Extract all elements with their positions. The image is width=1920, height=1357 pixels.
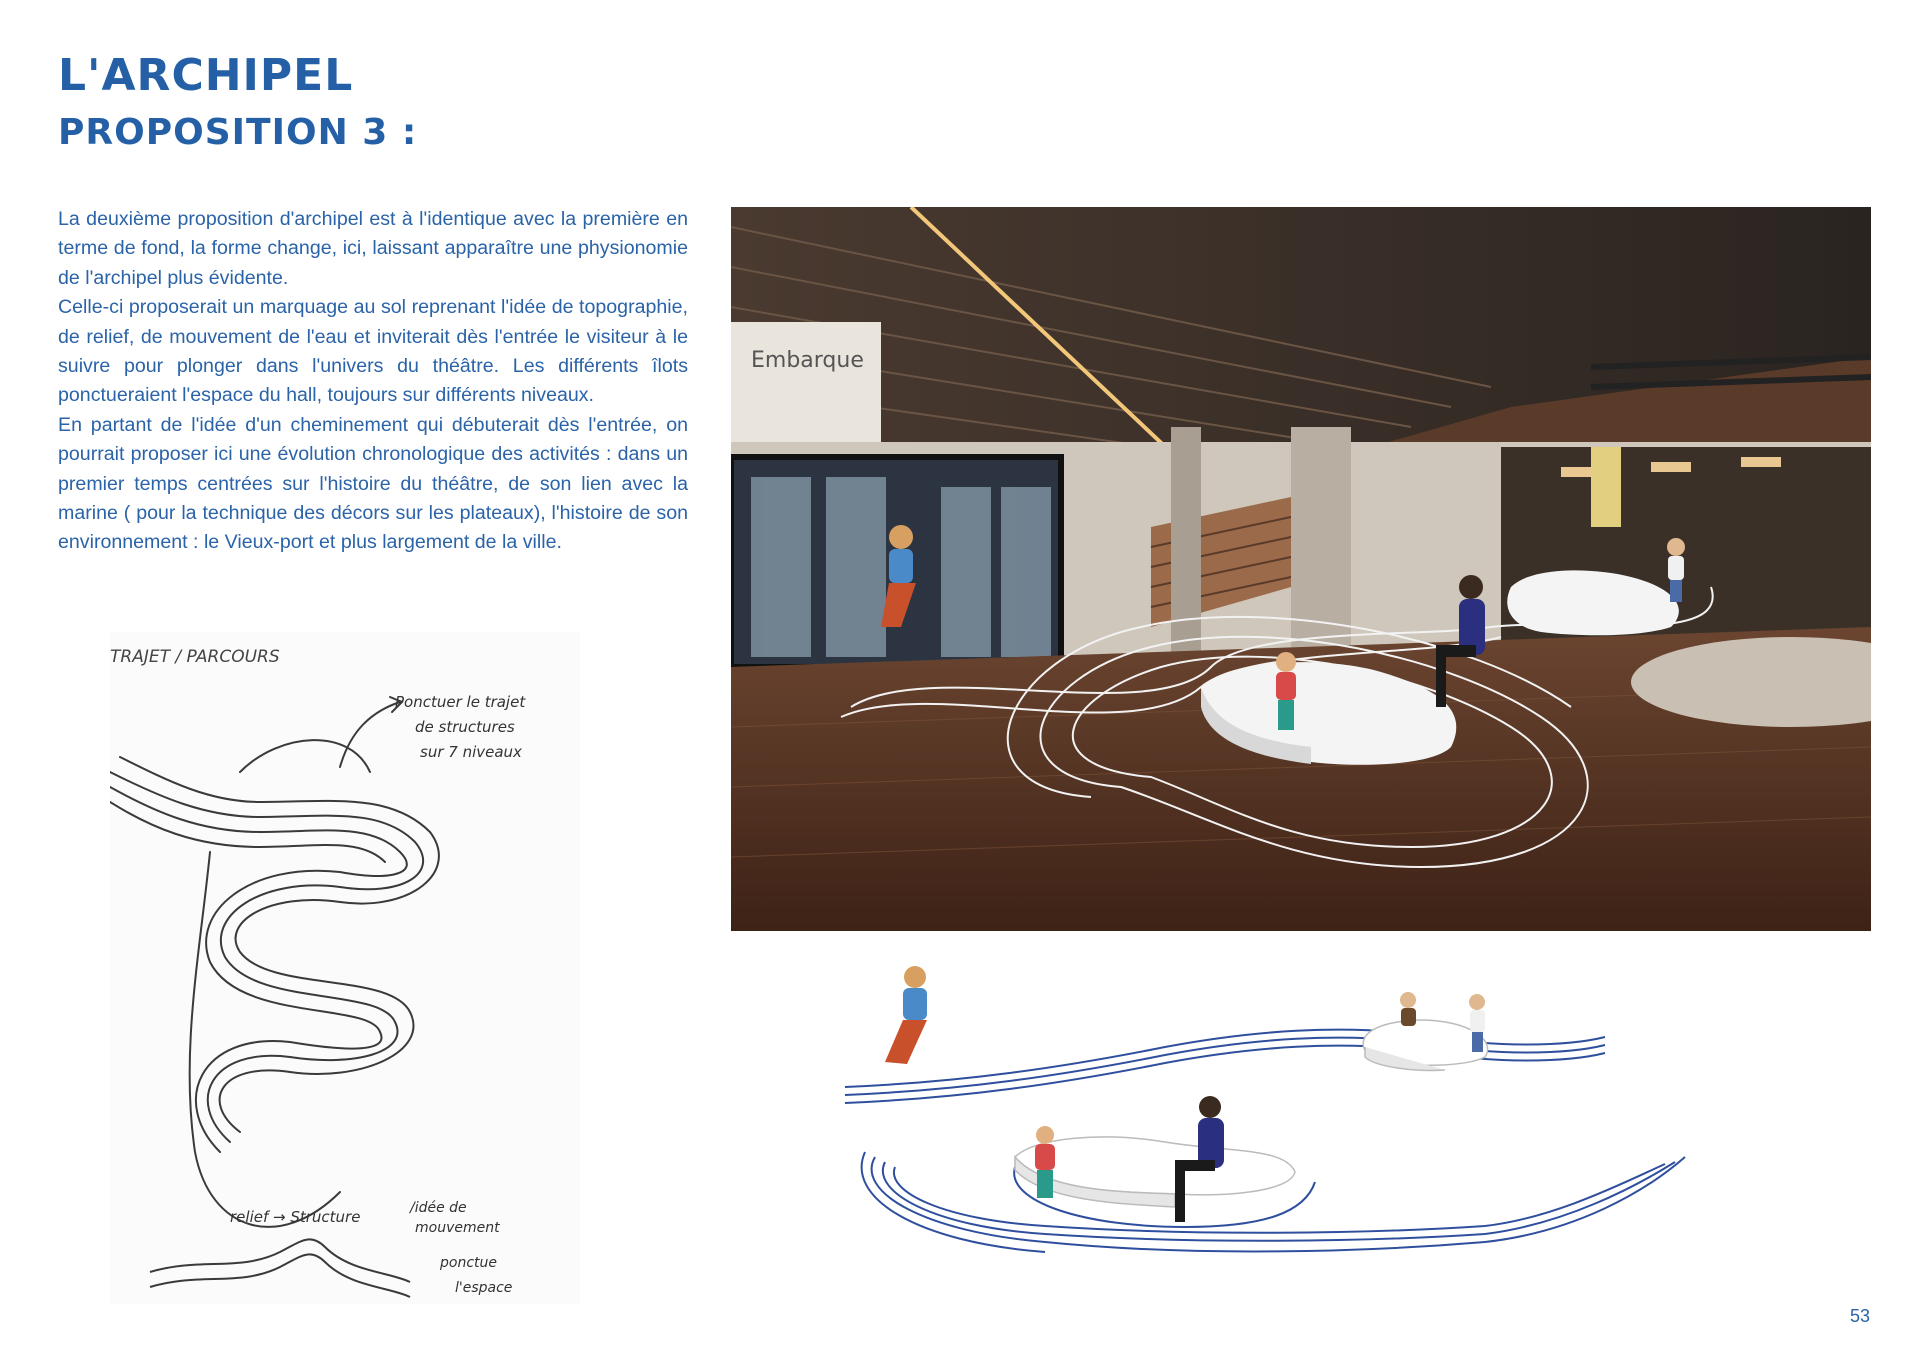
body-text bbox=[58, 205, 688, 558]
render-running-girl bbox=[885, 966, 927, 1064]
page-number: 53 bbox=[1849, 1306, 1870, 1326]
sign-text: Embarque bbox=[751, 348, 864, 373]
sketch-bottom-2: /idée de bbox=[410, 1200, 467, 1216]
render-child-sitting bbox=[1400, 992, 1416, 1026]
paragraph-2: Celle-ci proposerait un marquage au sol reprenant l'idée de topographie, de relief, de mouvement de l'eau et inviterait dès l'entrée le visiteur à le suivre pour plonger dans l'univers du théâtre. Les différents îlots ponctueraient l'espace du hall, toujours sur différents niveaux. bbox=[58, 296, 688, 407]
sketch-note-3: sur 7 niveaux bbox=[420, 743, 522, 761]
line-rendering-drawing bbox=[845, 952, 1755, 1257]
sketch-note-2: de structures bbox=[415, 718, 515, 736]
sketch-bottom-4: ponctue bbox=[440, 1255, 497, 1271]
hand-sketch bbox=[110, 632, 580, 1304]
sketch-title: TRAJET / PARCOURS bbox=[110, 647, 280, 667]
hall-photo bbox=[731, 207, 1871, 931]
render-child-red bbox=[1035, 1126, 1055, 1198]
sketch-bottom-1: relief → Structure bbox=[230, 1208, 361, 1226]
page-title: L'ARCHIPEL bbox=[58, 50, 354, 101]
line-rendering bbox=[845, 952, 1755, 1257]
paragraph-1: La deuxième proposition d'archipel est à l'identique avec la première en terme de fond, la forme change, ici, laissant apparaître une physionomie de l'archipel plus évidente. bbox=[58, 208, 688, 289]
sketch-drawing bbox=[110, 632, 580, 1304]
sketch-bottom-3: mouvement bbox=[415, 1220, 500, 1236]
figure-child-red bbox=[1276, 652, 1296, 730]
page-subtitle: PROPOSITION 3 : bbox=[58, 112, 418, 153]
paragraph-3: En partant de l'idée d'un cheminement qui débuterait dès l'entrée, on pourrait proposer ici une évolution chronologique des activités : dans un premier temps centrées sur l'histoire du théâtre, de son lien avec la marine ( pour la technique des décors sur les plateaux), l'histoire de son environnement : le Vieux-port et plus largement de la ville. bbox=[58, 413, 688, 554]
hall-photo-drawing bbox=[731, 207, 1871, 931]
sketch-note-1: Ponctuer le trajet bbox=[395, 693, 526, 711]
sketch-bottom-5: l'espace bbox=[455, 1280, 513, 1296]
